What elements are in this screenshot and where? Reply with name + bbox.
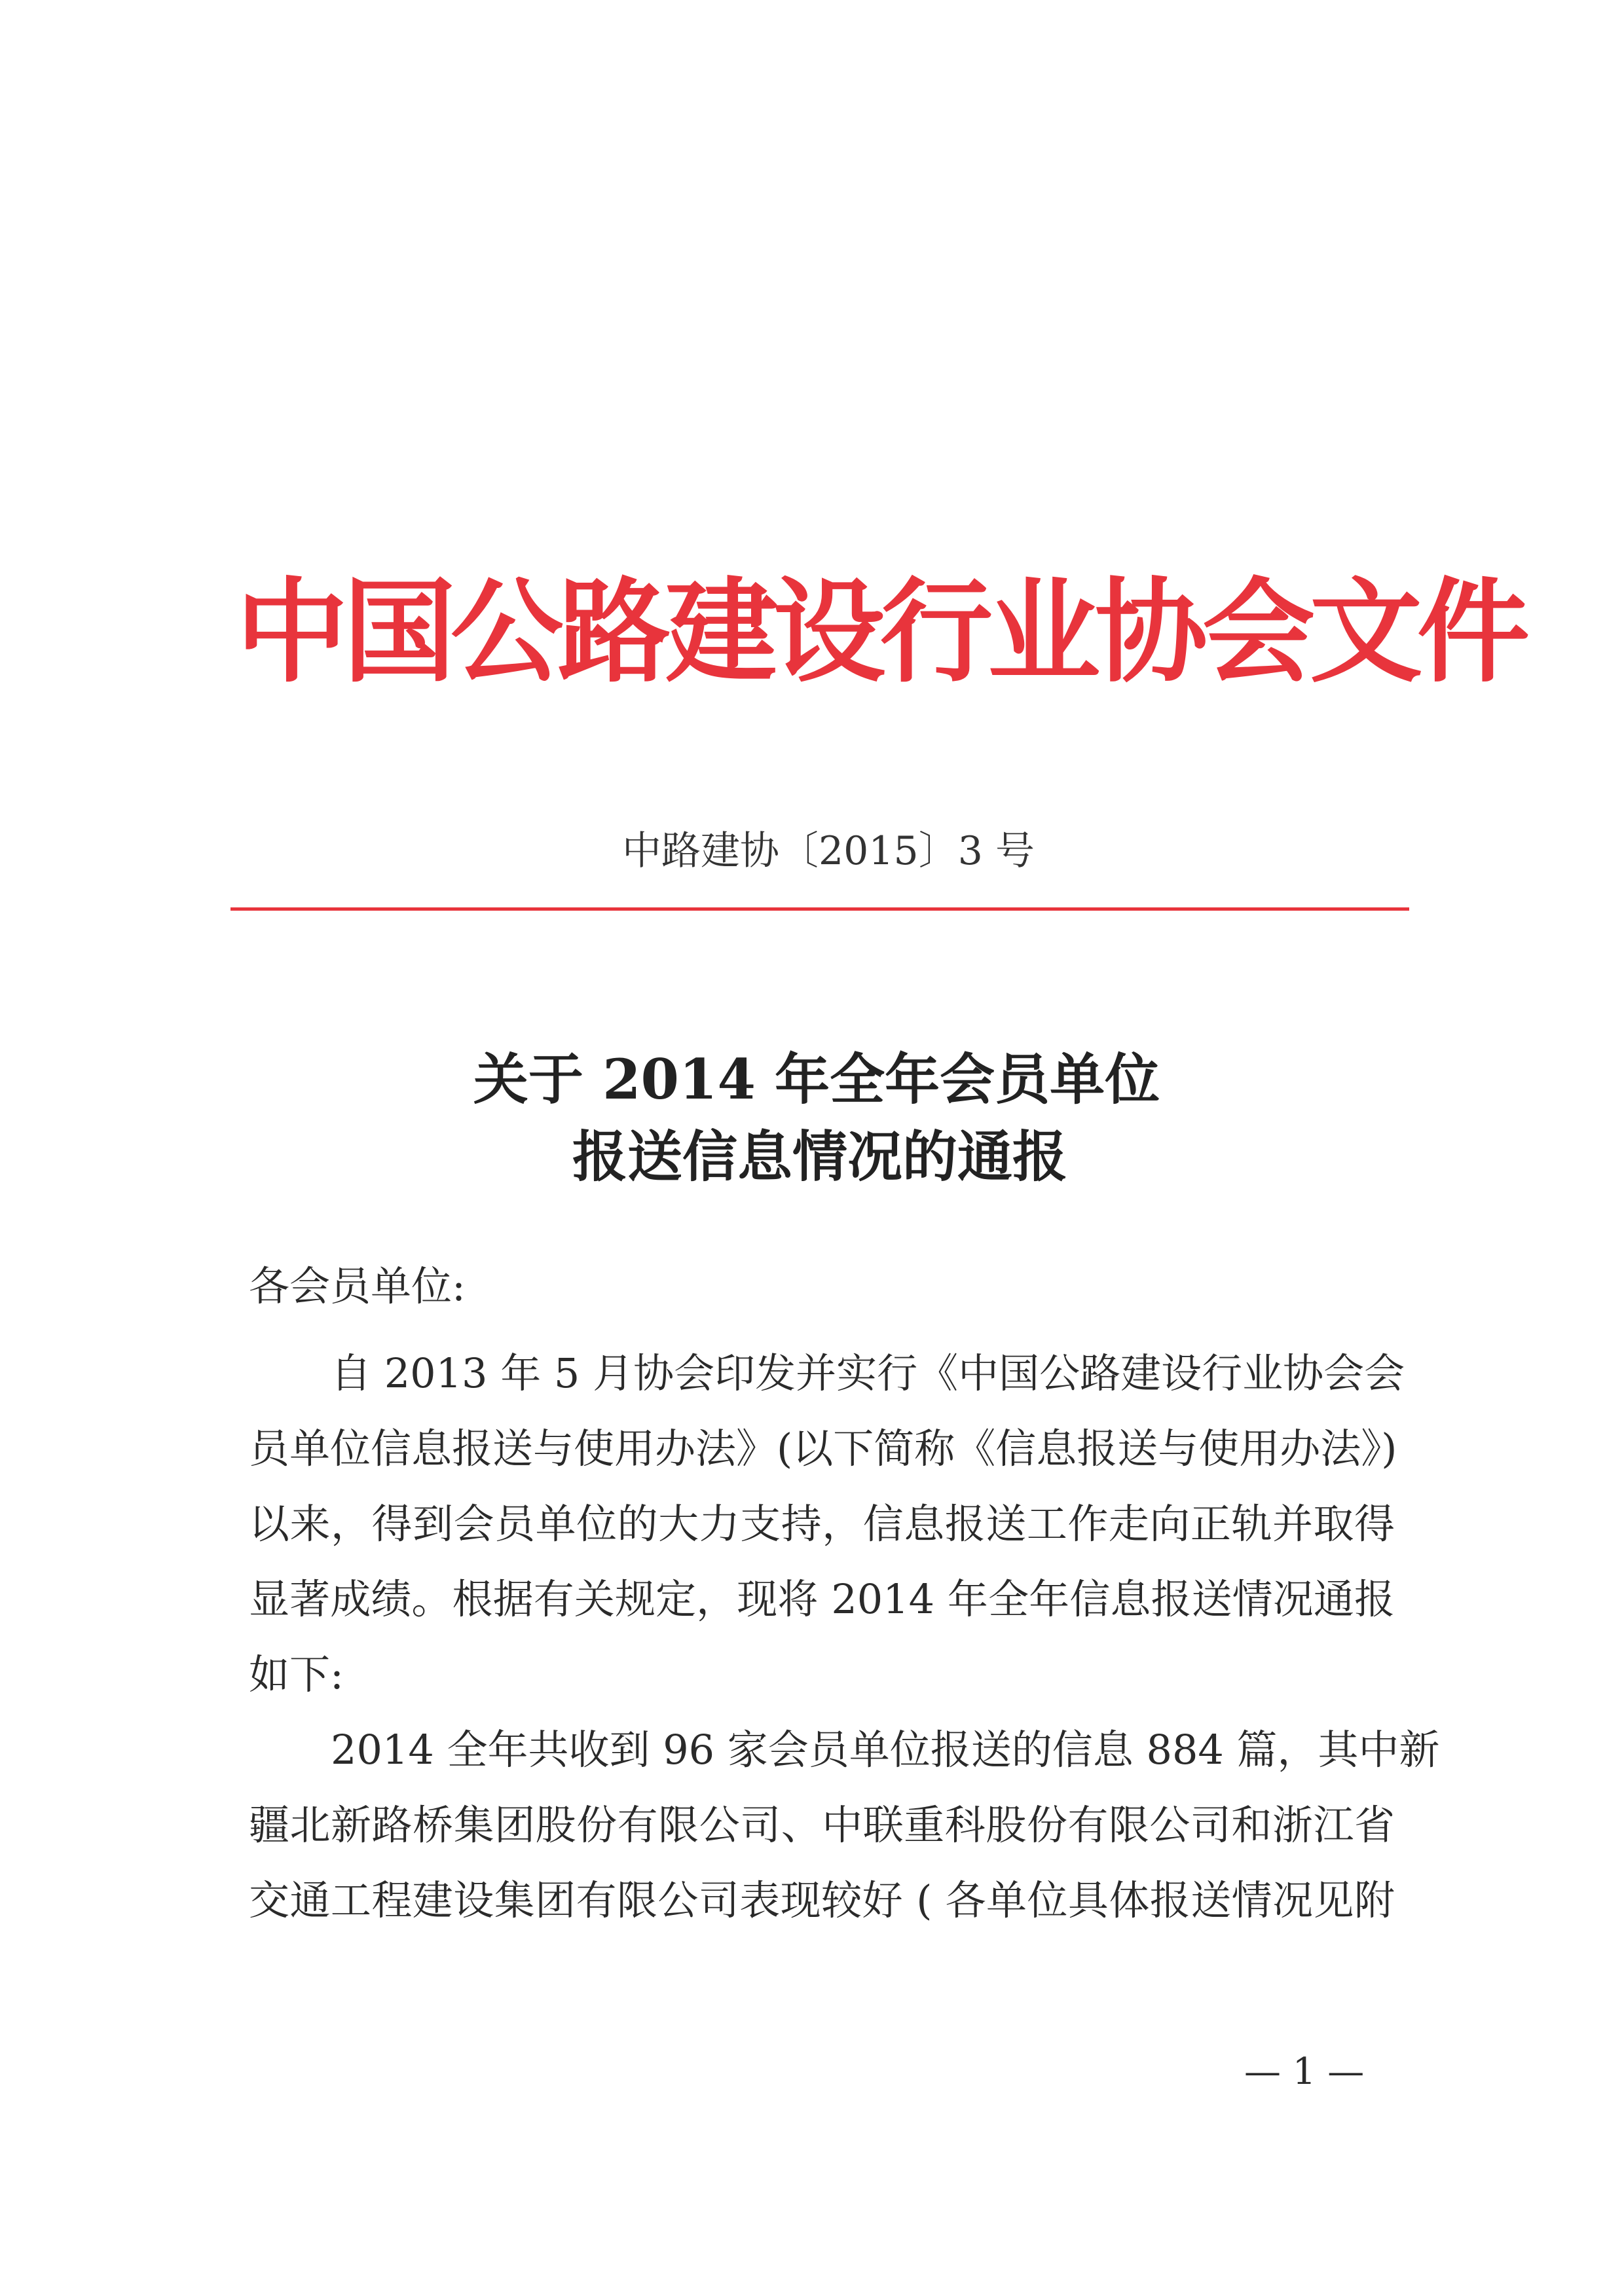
red-separator-line — [231, 907, 1409, 911]
paragraph-line: 显著成绩。根据有关规定，现将 2014 年全年信息报送情况通报 — [249, 1575, 1395, 1623]
notice-title-line-2: 报送信息情况的通报 — [572, 1124, 1067, 1189]
paragraph-line: 以来，得到会员单位的大力支持，信息报送工作走向正轨并取得 — [249, 1500, 1395, 1548]
notice-title — [231, 1041, 1409, 1195]
notice-title-line-1: 关于 2014 年全年会员单位 — [473, 1047, 1160, 1112]
salutation: 各会员单位: — [249, 1262, 466, 1310]
paragraph-1 — [249, 1336, 1405, 1712]
masthead-title: 中国公路建设行业协会文件 — [236, 565, 1524, 698]
paragraph-line: 自 2013 年 5 月协会印发并实行《中国公路建设行业协会会 — [331, 1349, 1405, 1397]
paragraph-2 — [249, 1712, 1440, 1938]
page-number: — 1 — — [1244, 2050, 1365, 2093]
paragraph-line: 如下: — [249, 1650, 344, 1698]
document-number: 中路建协〔2015〕3 号 — [622, 828, 1035, 874]
paragraph-line: 2014 全年共收到 96 家会员单位报送的信息 884 篇，其中新 — [331, 1726, 1440, 1774]
paragraph-line: 疆北新路桥集团股份有限公司、中联重科股份有限公司和浙江省 — [249, 1801, 1395, 1849]
paragraph-line: 交通工程建设集团有限公司表现较好 ( 各单位具体报送情况见附 — [249, 1876, 1395, 1924]
paragraph-line: 员单位信息报送与使用办法》(以下简称《信息报送与使用办法》) — [249, 1425, 1397, 1472]
